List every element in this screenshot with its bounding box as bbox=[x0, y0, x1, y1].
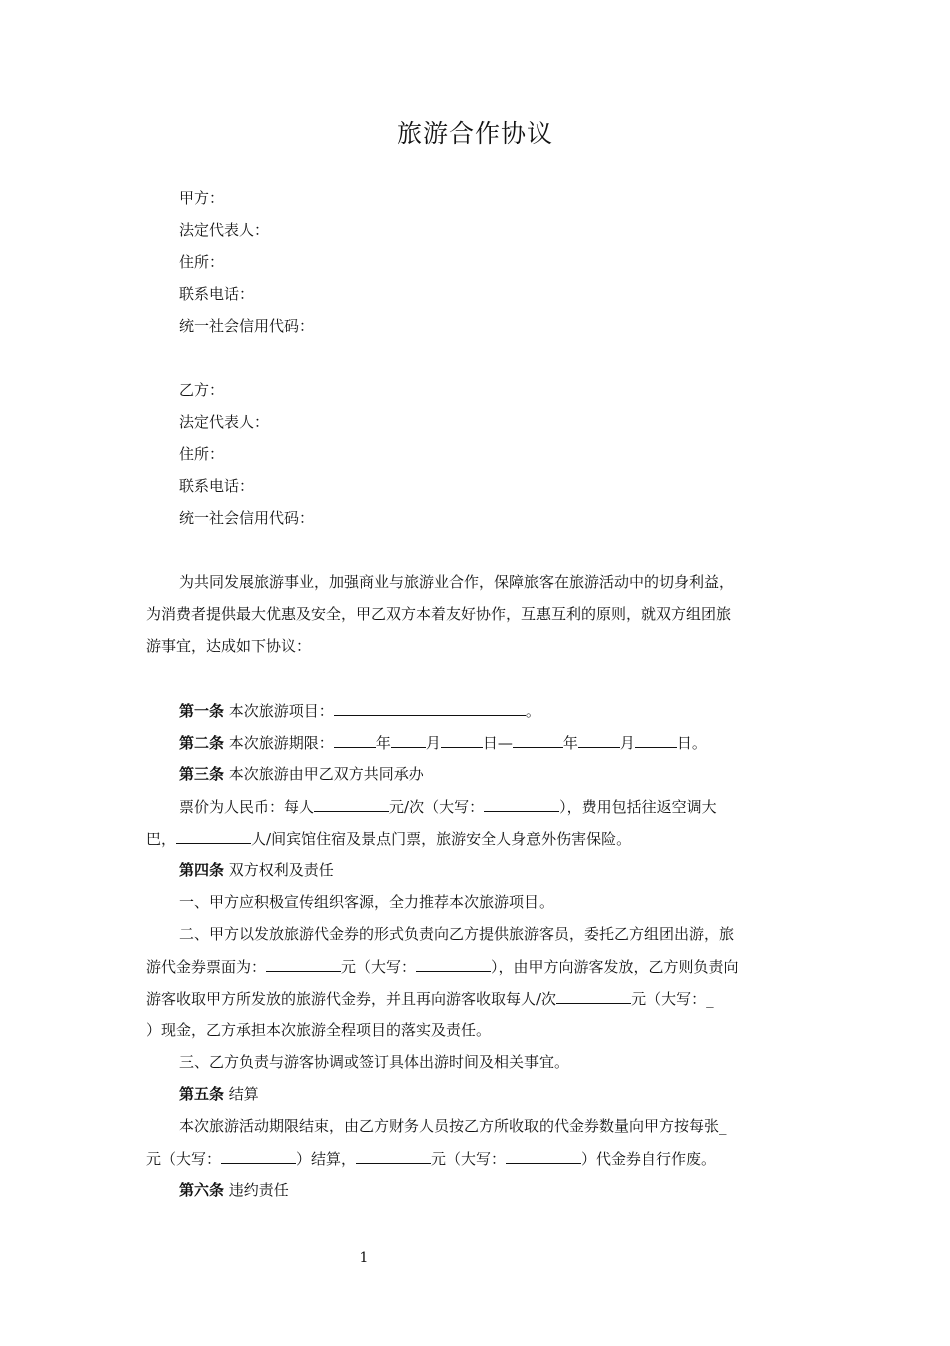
start-month-blank bbox=[391, 732, 426, 748]
party-b-rep: 法定代表人： bbox=[179, 413, 270, 431]
month-label: 月 bbox=[619, 734, 635, 752]
end-year-blank bbox=[513, 732, 563, 748]
preamble-line: 为消费者提供最大优惠及安全，甲乙双方本着友好协作，互惠互利的原则，就双方组团旅 bbox=[146, 605, 732, 623]
price-includes-label: ），费用包括往返空调大 bbox=[559, 798, 717, 816]
capital-label: 元（大写：_ bbox=[631, 990, 714, 1008]
article-3-text: 本次旅游由甲乙双方共同承办 bbox=[228, 765, 424, 783]
article-4-item-3: 三、乙方负责与游客协调或签订具体出游时间及相关事宜。 bbox=[179, 1053, 570, 1071]
start-year-blank bbox=[334, 732, 376, 748]
extra-charge-blank bbox=[556, 988, 631, 1004]
capital-label: 元（大写： bbox=[146, 1150, 222, 1168]
article-5-line bbox=[146, 1148, 806, 1169]
article-5-heading: 第五条 bbox=[179, 1085, 225, 1103]
party-b-phone: 联系电话： bbox=[179, 477, 255, 495]
capital-label: 元（大写： bbox=[431, 1150, 507, 1168]
hotel-label: 人/间宾馆住宿及景点门票，旅游安全人身意外伤害保险。 bbox=[251, 830, 632, 848]
voucher-capital-blank bbox=[416, 956, 491, 972]
day-label: 日— bbox=[482, 734, 513, 752]
article-1-end: 。 bbox=[525, 702, 541, 720]
month-label: 月 bbox=[425, 734, 441, 752]
article-6-text: 违约责任 bbox=[228, 1181, 289, 1199]
void-amount-blank bbox=[356, 1148, 431, 1164]
article-4-item-1: 一、甲方应积极宣传组织客源，全力推荐本次旅游项目。 bbox=[179, 893, 555, 911]
article-4-item-2-line bbox=[146, 988, 806, 1009]
article-1-heading: 第一条 bbox=[179, 702, 225, 720]
article-6 bbox=[179, 1180, 839, 1200]
project-blank bbox=[334, 700, 526, 716]
day-label: 日。 bbox=[676, 734, 707, 752]
extra-charge-label: 游客收取甲方所发放的旅游代金券，并且再向游客收取每人/次 bbox=[146, 990, 557, 1008]
price-unit-label: 元/次（大写： bbox=[389, 798, 485, 816]
article-1 bbox=[179, 700, 839, 721]
voucher-face-blank bbox=[266, 956, 341, 972]
article-3-price-line bbox=[179, 796, 839, 817]
article-5 bbox=[179, 1084, 839, 1104]
article-3-heading: 第三条 bbox=[179, 765, 225, 783]
preamble-line: 游事宜，达成如下协议： bbox=[146, 637, 312, 655]
year-label: 年 bbox=[375, 734, 391, 752]
void-label: ）代金券自行作废。 bbox=[581, 1150, 717, 1168]
article-2-heading: 第二条 bbox=[179, 734, 225, 752]
party-a-credit-code: 统一社会信用代码： bbox=[179, 317, 315, 335]
party-a-rep: 法定代表人： bbox=[179, 221, 270, 239]
article-4-text: 双方权利及责任 bbox=[228, 861, 334, 879]
article-5-line: 本次旅游活动期限结束，由乙方财务人员按乙方所收取的代金券数量向甲方按每张_ bbox=[179, 1117, 727, 1135]
article-3-hotel-line bbox=[146, 828, 806, 849]
party-a-name: 甲方： bbox=[179, 189, 225, 207]
article-4-item-2-line: ）现金，乙方承担本次旅游全程项目的落实及责任。 bbox=[146, 1021, 492, 1039]
year-label: 年 bbox=[562, 734, 578, 752]
price-blank bbox=[314, 796, 389, 812]
article-4 bbox=[179, 860, 839, 880]
preamble-line: 为共同发展旅游事业，加强商业与旅游业合作，保障旅客在旅游活动中的切身利益， bbox=[179, 573, 735, 591]
article-4-item-2: 二、甲方以发放旅游代金券的形式负责向乙方提供旅游客员，委托乙方组团出游，旅 bbox=[179, 925, 735, 943]
end-month-blank bbox=[578, 732, 620, 748]
start-day-blank bbox=[441, 732, 483, 748]
party-a-phone: 联系电话： bbox=[179, 285, 255, 303]
article-4-item-2-line bbox=[146, 956, 806, 977]
article-2 bbox=[179, 732, 839, 753]
price-capital-blank bbox=[484, 796, 559, 812]
end-day-blank bbox=[635, 732, 677, 748]
article-5-text: 结算 bbox=[228, 1085, 259, 1103]
voucher-distribution-label: ），由甲方向游客发放，乙方则负责向 bbox=[491, 958, 739, 976]
article-2-text: 本次旅游期限： bbox=[228, 734, 334, 752]
article-4-heading: 第四条 bbox=[179, 861, 225, 879]
void-capital-blank bbox=[506, 1148, 581, 1164]
page-number: 1 bbox=[359, 1250, 369, 1266]
settlement-label: ）结算， bbox=[296, 1150, 357, 1168]
article-6-heading: 第六条 bbox=[179, 1181, 225, 1199]
party-b-address: 住所： bbox=[179, 445, 225, 463]
bus-label: 巴， bbox=[146, 830, 177, 848]
party-a-address: 住所： bbox=[179, 253, 225, 271]
settlement-capital-blank bbox=[221, 1148, 296, 1164]
party-b-name: 乙方： bbox=[179, 381, 225, 399]
voucher-face-label: 游代金券票面为： bbox=[146, 958, 267, 976]
price-label: 票价为人民币：每人 bbox=[179, 798, 315, 816]
room-blank bbox=[176, 828, 251, 844]
article-1-text: 本次旅游项目： bbox=[228, 702, 334, 720]
article-3 bbox=[179, 764, 839, 784]
document-title: 旅游合作协议 bbox=[396, 119, 553, 148]
party-b-credit-code: 统一社会信用代码： bbox=[179, 509, 315, 527]
capital-label: 元（大写： bbox=[341, 958, 417, 976]
